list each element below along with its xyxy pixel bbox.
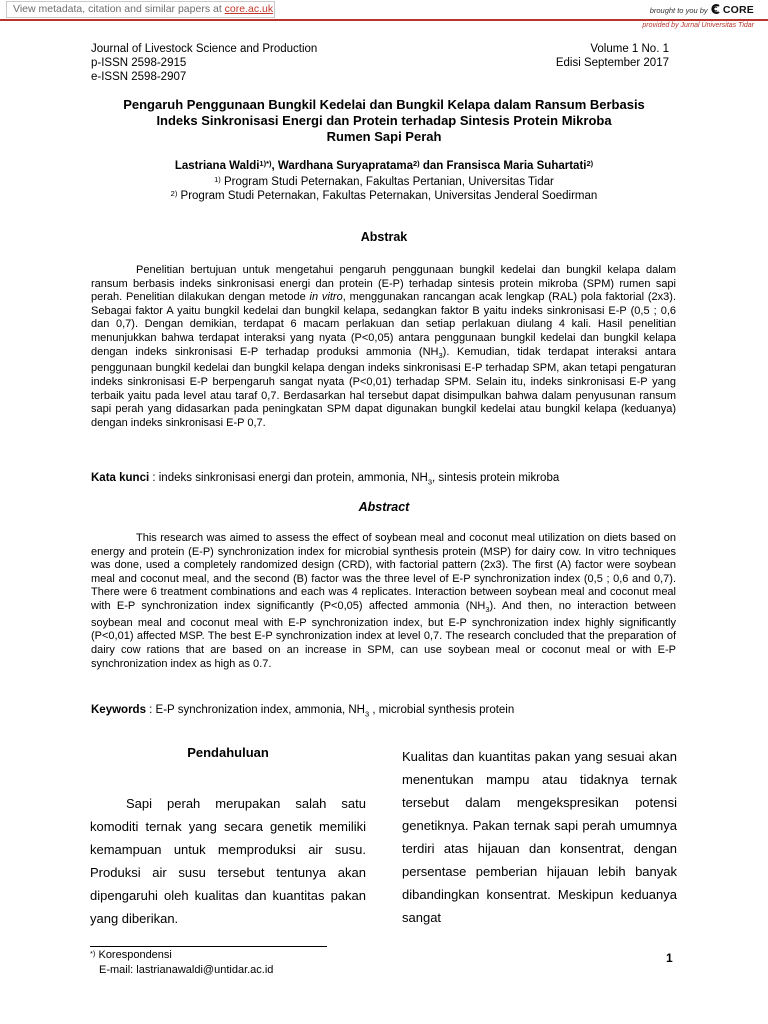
core-logo: CORE bbox=[722, 4, 754, 16]
intro-heading: Pendahuluan bbox=[187, 745, 269, 760]
core-metadata-box[interactable] bbox=[6, 1, 275, 18]
keywords-tail: , microbial synthesis protein bbox=[369, 704, 515, 716]
journal-pissn: p-ISSN 2598-2915 bbox=[91, 57, 187, 69]
journal-name: Journal of Livestock Science and Production bbox=[91, 43, 318, 55]
journal-eissn: e-ISSN 2598-2907 bbox=[91, 71, 187, 83]
title-line-2: Indeks Sinkronisasi Energi dan Protein terhadap Sintesis Protein Mikroba bbox=[156, 113, 612, 128]
keywords-sub: 3 bbox=[365, 709, 370, 719]
intro-left-column: Sapi perah merupakan salah satu komoditi ternak yang secara genetik memiliki kemampuan untuk memproduksi air susu. Produksi air susu tersebut tentunya akan dipengaruhi oleh kualitas dan kuantitas pakan yang diberikan. bbox=[90, 796, 366, 926]
abstrak-text-1: Penelitian bertujuan untuk mengetahui pengaruh penggunaan bungkil kedelai dan bungkil kelapa dalam ransum berbasis indeks sinkronisasi energi dan protein (E-P) terhadap sintesis protein mikroba (SPM) rumen sapi perah. Penelitian dilakukan dengan metode bbox=[91, 264, 676, 304]
affiliation-1-text: Program Studi Peternakan, Fakultas Pertanian, Universitas Tidar bbox=[220, 176, 554, 188]
core-prefix: View metadata, citation and similar papers at bbox=[13, 3, 225, 15]
abstrak-text-3: ). Kemudian, tidak terdapat interaksi antara penggunaan bungkil kedelai dan bungkil kelapa dengan indeks sinkronisasi E-P terhadap SPM, akan tetapi pengaturan indeks sinkronisasi E-P berpengaruh sangat nyata (P<0,01) terhadap SPM. Selain itu, indeks sinkronisasi E-P yang terbaik yaitu pada level atau taraf 0,7. Berdasarkan hal tersebut dapat disimpulkan bahwa dalam penyusunan ransum sapi perah yang didasarkan pada peningkatan SPM dapat digunakan bungkil kedelai atau bungkil kelapa (keduanya) dengan indeks sinkronisasi E-P 0,7. bbox=[91, 345, 677, 429]
footnote-email: E-mail: lastrianawaldi@untidar.ac.id bbox=[99, 964, 274, 976]
abstract-heading: Abstract bbox=[358, 500, 410, 514]
core-brought-text: brought to you by bbox=[649, 6, 708, 15]
journal-volume: Volume 1 No. 1 bbox=[590, 43, 669, 55]
kata-kunci-text: : indeks sinkronisasi energi dan protein, ammonia, NH bbox=[149, 472, 428, 484]
abstrak-nh3-sub: 3 bbox=[438, 350, 443, 360]
core-divider bbox=[0, 19, 768, 21]
paper-title bbox=[60, 97, 708, 145]
affiliation-2-text: Program Studi Peternakan, Fakultas Peternakan, Universitas Jenderal Soedirman bbox=[177, 190, 598, 202]
affiliation-2 bbox=[60, 189, 708, 203]
core-provided-by: provided by Jurnal Universitas Tidar bbox=[642, 22, 754, 29]
abstract-paragraph bbox=[91, 532, 676, 671]
kata-kunci-label: Kata kunci bbox=[91, 472, 150, 484]
footnote-correspondence bbox=[90, 949, 172, 962]
footnote-sup: *) bbox=[90, 949, 96, 958]
abstract-text-1: This research was aimed to assess the effect of soybean meal and coconut meal utilization on diets based on energy and protein (E-P) synchronization index for microbial synthesis protein (MSP) for dairy cow. In vitro techniques was done, used a completely randomized design (CRD), with factorial pattern (2x3). The first (A) factor were soybean meal and coconut meal, and the second (B) factor was the three level of E-P synchronization index (0,5 ; 0,6 and 0,7). There were 6 treatment combinations and each was 4 replicates. Interaction between soybean meal and coconut meal with E-P synchronization index significantly (P<0,05) affected ammonia (NH bbox=[91, 532, 676, 612]
kata-kunci-sub: 3 bbox=[427, 477, 433, 487]
keywords-text: : E-P synchronization index, ammonia, NH bbox=[145, 704, 365, 716]
abstrak-text-2: , menggunakan rancangan acak lengkap (RAL) pola faktorial (2x3). Sebagai faktor A yaitu bungkil kedelai dan bungkil kelapa, sedangkan faktor B yaitu indeks sinkronisasi E-P (0,5 ; 0,6 dan 0,7). Dengan demikian, terdapat 6 macam perlakuan dan setiap perlakuan diulang 4 kali. Hasil penelitian menunjukkan bahwa terdapat interaksi yang nyata (P<0,05) antara penggunaan bungkil kedelai dan bungkil kelapa dengan indeks sinkronisasi E-P terhadap produksi ammonia (NH bbox=[91, 291, 676, 358]
title-line-3: Rumen Sapi Perah bbox=[326, 129, 442, 144]
title-line-1: Pengaruh Penggunaan Bungkil Kedelai dan Bungkil Kelapa dalam Ransum Berbasis bbox=[123, 97, 645, 112]
author-1: Lastriana Waldi bbox=[174, 160, 260, 172]
intro-right-column: Kualitas dan kuantitas pakan yang sesuai akan menentukan mampu atau tidaknya ternak tersebut dalam mengekspresikan potensi genetiknya. Pakan ternak sapi perah umumnya terdiri atas hijauan dan konsentrat, dengan persentase pemberian hijauan lebih banyak dibandingkan konsentrat. Meskipun keduanya sangat bbox=[402, 749, 677, 925]
author-3-sup: 2) bbox=[586, 159, 594, 168]
abstrak-paragraph bbox=[91, 264, 676, 430]
kata-kunci bbox=[91, 471, 676, 489]
footnote-label: Korespondensi bbox=[95, 949, 172, 961]
abstrak-in-vitro: in vitro bbox=[309, 291, 343, 304]
author-2-sup: 2) bbox=[412, 159, 420, 168]
keywords-label: Keywords bbox=[91, 704, 146, 716]
affiliation-2-sup: 2) bbox=[170, 189, 178, 198]
core-banner bbox=[0, 0, 768, 30]
author-2: , Wardhana Suryapratama bbox=[271, 160, 413, 172]
author-3: dan Fransisca Maria Suhartati bbox=[419, 160, 587, 172]
affiliation-1-sup: 1) bbox=[214, 175, 221, 184]
abstract-nh3-sub: 3 bbox=[485, 605, 490, 615]
affiliation-1 bbox=[60, 175, 708, 189]
author-list bbox=[60, 159, 708, 173]
author-1-sup: 1)*) bbox=[259, 159, 272, 168]
core-link[interactable]: core.ac.uk bbox=[224, 3, 274, 15]
core-brought-by[interactable] bbox=[650, 4, 754, 16]
keywords bbox=[91, 703, 676, 721]
kata-kunci-tail: , sintesis protein mikroba bbox=[432, 472, 560, 484]
abstrak-heading: Abstrak bbox=[360, 230, 408, 244]
core-logo-icon bbox=[710, 6, 723, 15]
abstract-text-2: ). And then, no interaction between soybean meal and coconut meal with E-P synchronization index, but E-P synchronization index highly significantly (P<0,01) affected MSP. The best E-P synchronization index at level 0,7. The research concluded that the preparation of dairy cow rations that are based on an increase in SPM, can use soybean meal or coconut meal or with E-P synchronization index as high as 0.7. bbox=[91, 599, 676, 670]
journal-edition: Edisi September 2017 bbox=[555, 57, 669, 69]
page-number: 1 bbox=[666, 951, 673, 965]
footnote-rule bbox=[90, 946, 327, 947]
